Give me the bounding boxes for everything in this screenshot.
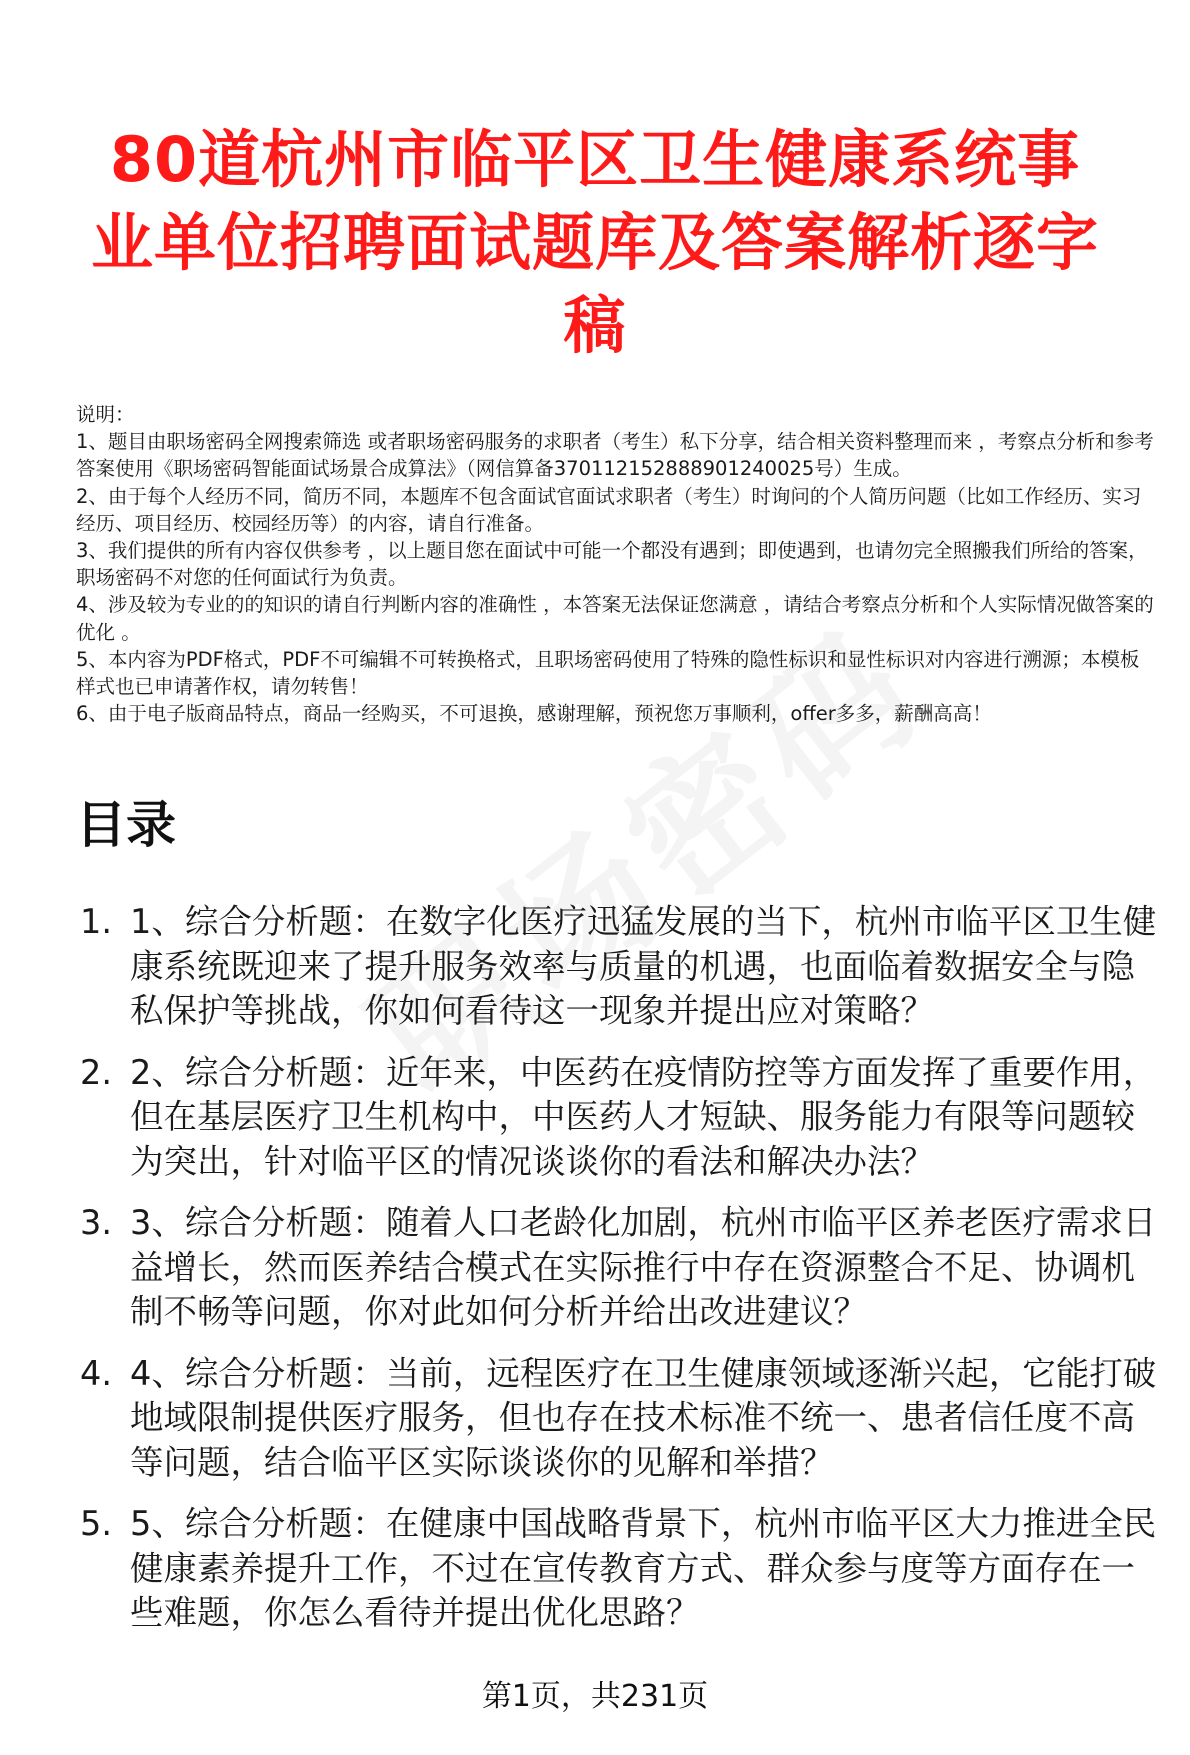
document-title: 80道杭州市临平区卫生健康系统事业单位招聘面试题库及答案解析逐字稿 (90, 123, 1099, 362)
toc-item-number: 5. (80, 1504, 112, 1543)
toc-item-text: 5、综合分析题：在健康中国战略背景下，杭州市临平区大力推进全民健康素养提升工作，不过在宣传教育方式、群众参与度等方面存在一些难题，你怎么看待并提出优化思路？ (130, 1504, 1157, 1632)
toc-item-text: 1、综合分析题：在数字化医疗迅猛发展的当下，杭州市临平区卫生健康系统既迎来了提升服务效率与质量的机遇，也面临着数据安全与隐私保护等挑战，你如何看待这一现象并提出应对策略？ (130, 902, 1157, 1030)
toc-item-number: 1. (80, 902, 112, 941)
toc-item-number: 4. (80, 1353, 112, 1393)
toc-item[interactable] (76, 1201, 1166, 1335)
toc-item-text: 4、综合分析题：当前，远程医疗在卫生健康领域逐渐兴起，它能打破地域限制提供医疗服务，但也存在技术标准不统一、患者信任度不高等问题，结合临平区实际谈谈你的见解和举措？ (130, 1353, 1157, 1482)
notes-heading: 说明： (76, 403, 135, 426)
note-item: 4、涉及较为专业的的知识的请自行判断内容的准确性 ，本答案无法保证您满意 ，请结合考察点分析和个人实际情况做答案的优化 。 (76, 593, 1154, 644)
note-item: 6、由于电子版商品特点，商品一经购买，不可退换，感谢理解，预祝您万事顺利，offer多多，薪酬高高！ (76, 702, 992, 726)
toc-item-text: 2、综合分析题：近年来，中医药在疫情防控等方面发挥了重要作用，但在基层医疗卫生机构中，中医药人才短缺、服务能力有限等问题较为突出，针对临平区的情况谈谈你的看法和解决办法？ (130, 1052, 1157, 1181)
toc-item-text: 3、综合分析题：随着人口老龄化加剧，杭州市临平区养老医疗需求日益增长，然而医养结合模式在实际推行中存在资源整合不足、协调机制不畅等问题，你对此如何分析并给出改进建议？ (130, 1203, 1157, 1331)
toc-item[interactable] (76, 1051, 1166, 1185)
note-item: 1、题目由职场密码全网搜索筛选 或者职场密码服务的求职者（考生）私下分享，结合相关资料整理而来 ，考察点分析和参考答案使用《职场密码智能面试场景合成算法》（网信算备370112152888901240025号）生成。 (76, 430, 1154, 481)
notes-section (76, 401, 1156, 727)
note-item: 3、我们提供的所有内容仅供参考 ，以上题目您在面试中可能一个都没有遇到；即使遇到，也请勿完全照搬我们所给的答案，职场密码不对您的任何面试行为负责。 (76, 539, 1148, 590)
toc-item[interactable] (76, 1352, 1166, 1486)
page-footer: 第1页，共231页 (481, 1679, 709, 1714)
toc-item-number: 2. (80, 1052, 112, 1092)
note-item: 2、由于每个人经历不同，简历不同，本题库不包含面试官面试求职者（考生）时询问的个人简历问题（比如工作经历、实习经历、项目经历、校园经历等）的内容，请自行准备。 (76, 484, 1142, 535)
table-of-contents (76, 900, 1166, 1653)
toc-item-number: 3. (80, 1203, 112, 1242)
toc-item[interactable] (76, 900, 1166, 1034)
toc-heading: 目录 (76, 796, 176, 854)
note-item: 5、本内容为PDF格式，PDF不可编辑不可转换格式，且职场密码使用了特殊的隐性标识和显性标识对内容进行溯源；本模板样式也已申请著作权，请勿转售！ (76, 647, 1140, 699)
toc-item[interactable] (76, 1502, 1166, 1636)
